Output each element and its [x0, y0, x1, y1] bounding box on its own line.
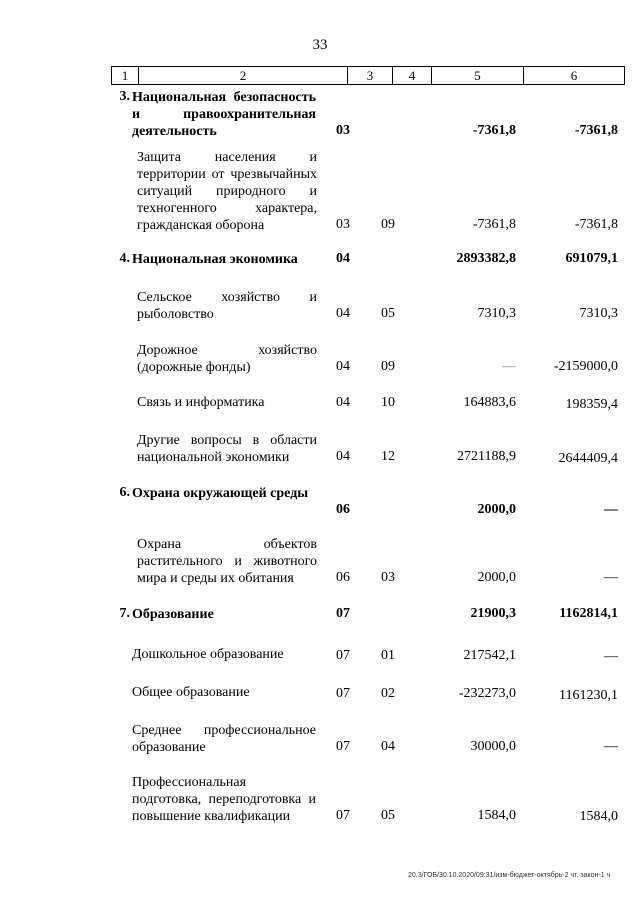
- row-col6: 2644409,4: [558, 451, 618, 466]
- row-col3: 07: [336, 808, 350, 823]
- header-col-2: 2: [139, 67, 348, 84]
- row-col3: 07: [336, 606, 350, 621]
- row-name: Защита населения и территории от чрезвычайных ситуаций природного и техногенного характера, гражданская оборона: [137, 150, 317, 233]
- row-col3: 04: [336, 306, 350, 321]
- row-col5: 21900,3: [470, 606, 516, 621]
- row-name: Общее образование: [132, 685, 250, 700]
- row-col5: 2000,0: [477, 570, 516, 585]
- header-col-3: 3: [348, 67, 393, 84]
- row-col6: 7310,3: [579, 306, 618, 321]
- row-col6: -7361,8: [574, 123, 618, 138]
- row-col6: —: [604, 570, 618, 585]
- row-col5: 2893382,8: [456, 251, 516, 266]
- row-col5: 30000,0: [470, 739, 516, 754]
- row-col3: 04: [336, 251, 350, 266]
- row-name: Образование: [132, 607, 214, 622]
- row-col5: -232273,0: [458, 686, 516, 701]
- row-name: Дошкольное образование: [132, 647, 284, 662]
- row-col5: -7361,8: [472, 123, 516, 138]
- row-name: Охрана объектов растительного и животного мира и среды их обитания: [137, 537, 317, 586]
- row-name: Охрана окружающей среды: [132, 486, 309, 501]
- row-col4: 04: [381, 739, 395, 754]
- row-col5: 217542,1: [463, 648, 516, 663]
- row-col6: 691079,1: [565, 251, 618, 266]
- row-col6: —: [604, 649, 618, 664]
- row-col3: 07: [336, 648, 350, 663]
- header-col-4: 4: [393, 67, 432, 84]
- row-number: 4.: [119, 251, 130, 266]
- row-col4: 02: [381, 686, 395, 701]
- row-col6: —: [604, 739, 618, 754]
- row-col5: 1584,0: [477, 808, 516, 823]
- row-name: Национальная экономика: [132, 252, 298, 267]
- row-col3: 06: [336, 502, 350, 517]
- header-col-6: 6: [570, 68, 578, 83]
- row-col6: 1161230,1: [559, 688, 618, 703]
- row-col4: 09: [381, 359, 395, 374]
- row-col6: -2159000,0: [553, 359, 618, 374]
- row-col6: 1584,0: [579, 809, 618, 824]
- row-name: Среднее профессиональное образование: [132, 723, 316, 755]
- row-name: Другие вопросы в области национальной экономики: [137, 433, 317, 465]
- row-col6: —: [604, 502, 618, 517]
- row-col6: 198359,4: [565, 397, 618, 412]
- row-col4: 03: [381, 570, 395, 585]
- row-col3: 04: [336, 395, 350, 410]
- row-col3: 07: [336, 739, 350, 754]
- row-col4: 01: [381, 648, 395, 663]
- row-col3: 07: [336, 686, 350, 701]
- row-col3: 03: [336, 217, 350, 232]
- row-col4: 10: [381, 395, 395, 410]
- table-header: [111, 66, 625, 85]
- row-col6: 1162814,1: [559, 606, 618, 621]
- row-name: Национальная безопасность и правоохранительная деятельность: [132, 90, 316, 139]
- row-number: 7.: [119, 606, 130, 621]
- header-col-5: 5: [432, 67, 524, 84]
- row-col4: 12: [381, 449, 395, 464]
- row-col6: -7361,8: [574, 217, 618, 232]
- row-col3: 04: [336, 449, 350, 464]
- row-col4: 09: [381, 217, 395, 232]
- row-col3: 04: [336, 359, 350, 374]
- row-col5: 2721188,9: [457, 449, 516, 464]
- row-number: 3.: [119, 89, 130, 104]
- row-name: Дорожное хозяйство (дорожные фонды): [137, 343, 317, 375]
- page-number: 33: [312, 37, 328, 53]
- row-name: Связь и информатика: [137, 395, 265, 410]
- row-col5: 164883,6: [463, 395, 516, 410]
- row-col3: 03: [336, 123, 350, 138]
- row-col5: 7310,3: [477, 306, 516, 321]
- row-col4: 05: [381, 808, 395, 823]
- row-col5: —: [502, 359, 516, 374]
- row-col5: 2000,0: [477, 502, 516, 517]
- row-name: Профессиональная подготовка, переподготовка и повышение квалификации: [132, 775, 316, 824]
- footer-stamp: 20.3/ГОБ/30.10.2020/09:31/изм-бюджет-октябрь-2 чт. закон-1 ч: [408, 872, 611, 879]
- row-col3: 06: [336, 570, 350, 585]
- header-col-1: 1: [112, 67, 139, 84]
- row-number: 6.: [119, 485, 130, 500]
- row-col4: 05: [381, 306, 395, 321]
- row-col5: -7361,8: [472, 217, 516, 232]
- row-name: Сельское хозяйство и рыболовство: [137, 290, 317, 322]
